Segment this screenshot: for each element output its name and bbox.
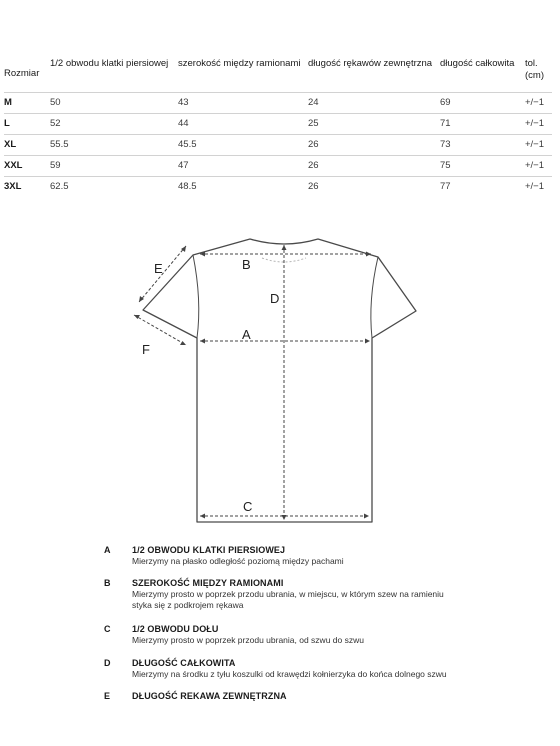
label-d: D	[270, 291, 280, 306]
label-c: C	[243, 499, 253, 514]
legend-title: DŁUGOŚĆ CAŁKOWITA	[132, 658, 236, 668]
legend-title: SZEROKOŚĆ MIĘDZY RAMIONAMI	[132, 578, 284, 588]
label-e: E	[154, 261, 163, 276]
table-cell: +/−1	[525, 114, 552, 135]
table-cell: 59	[50, 156, 178, 177]
table-cell: 50	[50, 93, 178, 114]
legend-title: DŁUGOŚĆ REKAWA ZEWNĘTRZNA	[132, 691, 287, 701]
size-cell: L	[4, 114, 50, 135]
header-length: długość całkowita	[440, 58, 515, 69]
sleeve-seam-right	[371, 257, 378, 338]
table-cell: 77	[440, 177, 525, 198]
table-row	[4, 177, 552, 198]
legend-letter: B	[104, 578, 111, 588]
table-cell: 62.5	[50, 177, 178, 198]
legend-letter: E	[104, 691, 111, 701]
tshirt-svg	[120, 228, 440, 538]
header-size: Rozmiar	[4, 68, 40, 79]
measure-d-line	[282, 245, 287, 520]
table-cell: +/−1	[525, 177, 552, 198]
header-chest: 1/2 obwodu klatki piersiowej	[50, 58, 169, 69]
legend-description: Mierzymy na płasko odległość poziomą między pachami	[132, 556, 344, 566]
table-cell: 44	[178, 114, 308, 135]
legend-description: Mierzymy na środku z tyłu koszulki od krawędzi kołnierzyka do końca dolnego szwu	[132, 669, 447, 679]
legend-letter: A	[104, 545, 111, 555]
label-a: A	[242, 327, 251, 342]
table-cell: +/−1	[525, 93, 552, 114]
table-cell: 48.5	[178, 177, 308, 198]
table-cell: 75	[440, 156, 525, 177]
measure-a-line	[200, 339, 370, 344]
legend-letter: C	[104, 624, 111, 634]
measure-b-line	[200, 252, 371, 257]
table-cell: 71	[440, 114, 525, 135]
legend-description: Mierzymy prosto w poprzek przodu ubrania, w miejscu, w którym szew na ramieniu styka się z podkrojem rękawa	[132, 589, 444, 610]
table-cell: 26	[308, 156, 440, 177]
size-cell: M	[4, 93, 50, 114]
table-row	[4, 93, 552, 114]
table-cell: 55.5	[50, 135, 178, 156]
size-table	[4, 58, 552, 197]
size-cell: XL	[4, 135, 50, 156]
table-cell: 26	[308, 135, 440, 156]
table-row	[4, 114, 552, 135]
table-cell: 43	[178, 93, 308, 114]
legend-description: Mierzymy prosto w poprzek przodu ubrania, od szwu do szwu	[132, 635, 364, 645]
table-cell: +/−1	[525, 135, 552, 156]
table-cell: 24	[308, 93, 440, 114]
sleeve-seam-left	[193, 255, 199, 338]
size-cell: 3XL	[4, 177, 50, 198]
table-cell: 45.5	[178, 135, 308, 156]
table-cell: 26	[308, 177, 440, 198]
table-cell: 25	[308, 114, 440, 135]
table-cell: 73	[440, 135, 525, 156]
table-cell: +/−1	[525, 156, 552, 177]
header-sleeve: długość rękawów zewnętrzna	[308, 58, 433, 69]
table-row	[4, 156, 552, 177]
size-cell: XXL	[4, 156, 50, 177]
label-b: B	[242, 257, 251, 272]
legend-title: 1/2 OBWODU KLATKI PIERSIOWEJ	[132, 545, 286, 555]
table-cell: 69	[440, 93, 525, 114]
header-shoulders: szerokość między ramionami	[178, 58, 301, 69]
table-cell: 47	[178, 156, 308, 177]
tshirt-measurement-diagram	[120, 228, 440, 538]
tshirt-outline	[143, 239, 416, 522]
table-row	[4, 135, 552, 156]
table-cell: 52	[50, 114, 178, 135]
legend-title: 1/2 OBWODU DOŁU	[132, 624, 219, 634]
legend-letter: D	[104, 658, 111, 668]
header-tolerance: tol. (cm)	[525, 58, 544, 81]
label-f: F	[142, 342, 150, 357]
size-table-header-row	[4, 58, 552, 93]
